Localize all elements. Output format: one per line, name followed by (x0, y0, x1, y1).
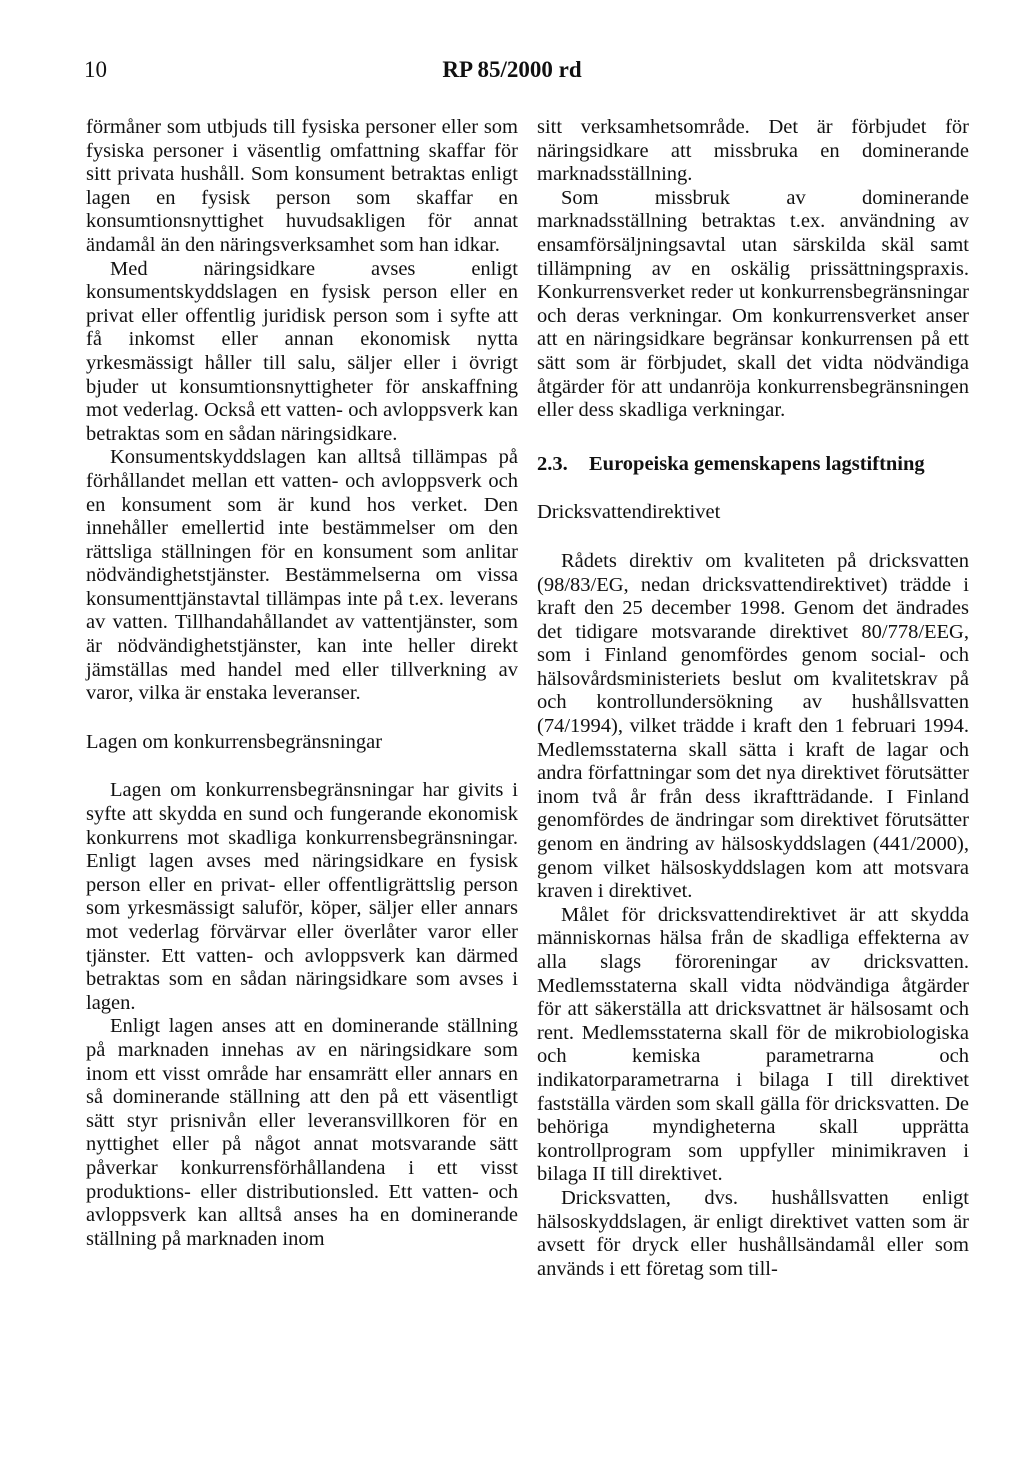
section-title: Europeiska gemenskapens lagstiftning (589, 452, 925, 475)
page-number: 10 (84, 57, 107, 82)
paragraph: Dricksvatten, dvs. hushållsvatten enligt hälsoskyddslagen, är enligt direktivet vatten som är avsett för dryck eller hushållsändamål eller som används i ett företag som till- (537, 1186, 969, 1280)
section-number: 2.3. (537, 452, 568, 475)
paragraph: Målet för dricksvattendirektivet är att skydda människornas hälsa från de skadliga effekterna av alla slags föroreningar av dricksvatten. Medlemsstaterna skall vidta nödvändiga åtgärder för att säkerställa att dricksvattnet är hälsosamt och rent. Medlemsstaterna skall för de mikrobiologiska och kemiska parametrarna och indikatorparametrarna i bilaga I till direktivet fastställa värden som skall gälla för dricksvatten. De behöriga myndigheterna skall upprätta kontrollprogram som uppfyller minimikraven i bilaga II till direktivet. (537, 903, 969, 1186)
paragraph: förmåner som utbjuds till fysiska personer eller som fysiska personer i väsentlig omfattning skaffar för sitt privata hushåll. Som konsument betraktas enligt lagen en fysisk person som skaffar en konsumtionsnyttighet huvudsakligen för annat ändamål än den näringsverksamhet som han idkar. (86, 116, 518, 256)
subheading: Dricksvattendirektivet (537, 501, 721, 524)
page-header (84, 57, 940, 87)
right-column (537, 116, 969, 1281)
subheading: Lagen om konkurrensbegränsningar (86, 730, 383, 753)
paragraph: Enligt lagen anses att en dominerande ställning på marknaden innehas av en näringsidkare som inom ett visst område har ensamrätt eller annars en så dominerande ställning att den på ett väsentligt sätt styr prisnivån eller leveransvillkoren för en nyttighet eller på något annat motsvarande sätt påverkar konkurrensförhållandena i ett visst produktions- eller distributionsled. Ett vatten- och avloppsverk kan alltså anses ha en dominerande ställning på marknaden inom (86, 1015, 518, 1250)
paragraph: Rådets direktiv om kvaliteten på dricksvatten (98/83/EG, nedan dricksvattendirektivet) trädde i kraft den 25 december 1998. Genom det ändrades det tidigare motsvarande direktivet 80/778/EEG, som i Finland genomfördes genom social- och hälsovårdsministeriets beslut om kvalitetskrav på och kontrollundersökning av hushållsvatten (74/1994), vilket trädde i kraft den 1 februari 1994. Medlemsstaterna skall sätta i kraft de lagar och andra författningar som det nya direktivet förutsätter inom två år från dess ikraftträdande. I Finland genomfördes de ändringar som direktivet förutsätter genom en ändring av hälsoskyddslagen (441/2000), genom vilket hälsoskyddslagen kom att motsvara kraven i direktivet. (537, 549, 969, 903)
section-heading (537, 453, 969, 477)
paragraph: Lagen om konkurrensbegränsningar har givits i syfte att skydda en sund och fungerande ekonomisk konkurrens mot skadliga konkurrensbegränsningar. Enligt lagen avses med näringsidkare en fysisk person eller en privat- eller offentligrättslig person som yrkesmässigt saluför, köper, säljer eller annars mot vederlag förvärvar eller överlåter varor eller tjänster. Ett vatten- och avloppsverk kan därmed betraktas som en sådan näringsidkare som avses i lagen. (86, 779, 518, 1014)
paragraph: Med näringsidkare avses enligt konsumentskyddslagen en fysisk person eller en privat eller offentlig juridisk person som i syfte att få inkomst eller annan ekonomisk nytta yrkesmässigt håller till salu, säljer eller i övrigt bjuder ut konsumtionsnyttigheter för anskaffning mot vederlag. Också ett vatten- och avloppsverk kan betraktas som en sådan näringsidkare. (86, 257, 518, 445)
left-column (86, 116, 518, 1251)
paragraph: Som missbruk av dominerande marknadsställning betraktas t.ex. användning av ensamförsäljningsavtal utan särskilda skäl samt tillämpning av en oskälig prissättningspraxis. Konkurrensverket reder ut konkurrensbegränsningar och deras verkningar. Om konkurrensverket anser att en näringsidkare begränsar konkurrensen på ett sätt som är förbjudet, skall det vidta nödvändiga åtgärder för att undanröja konkurrensbegränsningen eller dess skadliga verkningar. (537, 186, 969, 422)
document-id: RP 85/2000 rd (442, 57, 582, 82)
paragraph: Konsumentskyddslagen kan alltså tillämpas på förhållandet mellan ett vatten- och avloppsverk och en konsument som är kund hos verket. Den innehåller emellertid inte bestämmelser om den rättsliga ställningen för en konsument som anlitar nödvändighetstjänster. Bestämmelserna om vissa konsumenttjänstavtal tillämpas inte på t.ex. leverans av vatten. Tillhandahållandet av vattentjänster, som är nödvändighetstjänster, kan inte heller direkt jämställas med handel med eller tillverkning av varor, vilka är enstaka leveranser. (86, 446, 518, 705)
paragraph: sitt verksamhetsområde. Det är förbjudet för näringsidkare att missbruka en dominerande marknadsställning. (537, 116, 969, 186)
